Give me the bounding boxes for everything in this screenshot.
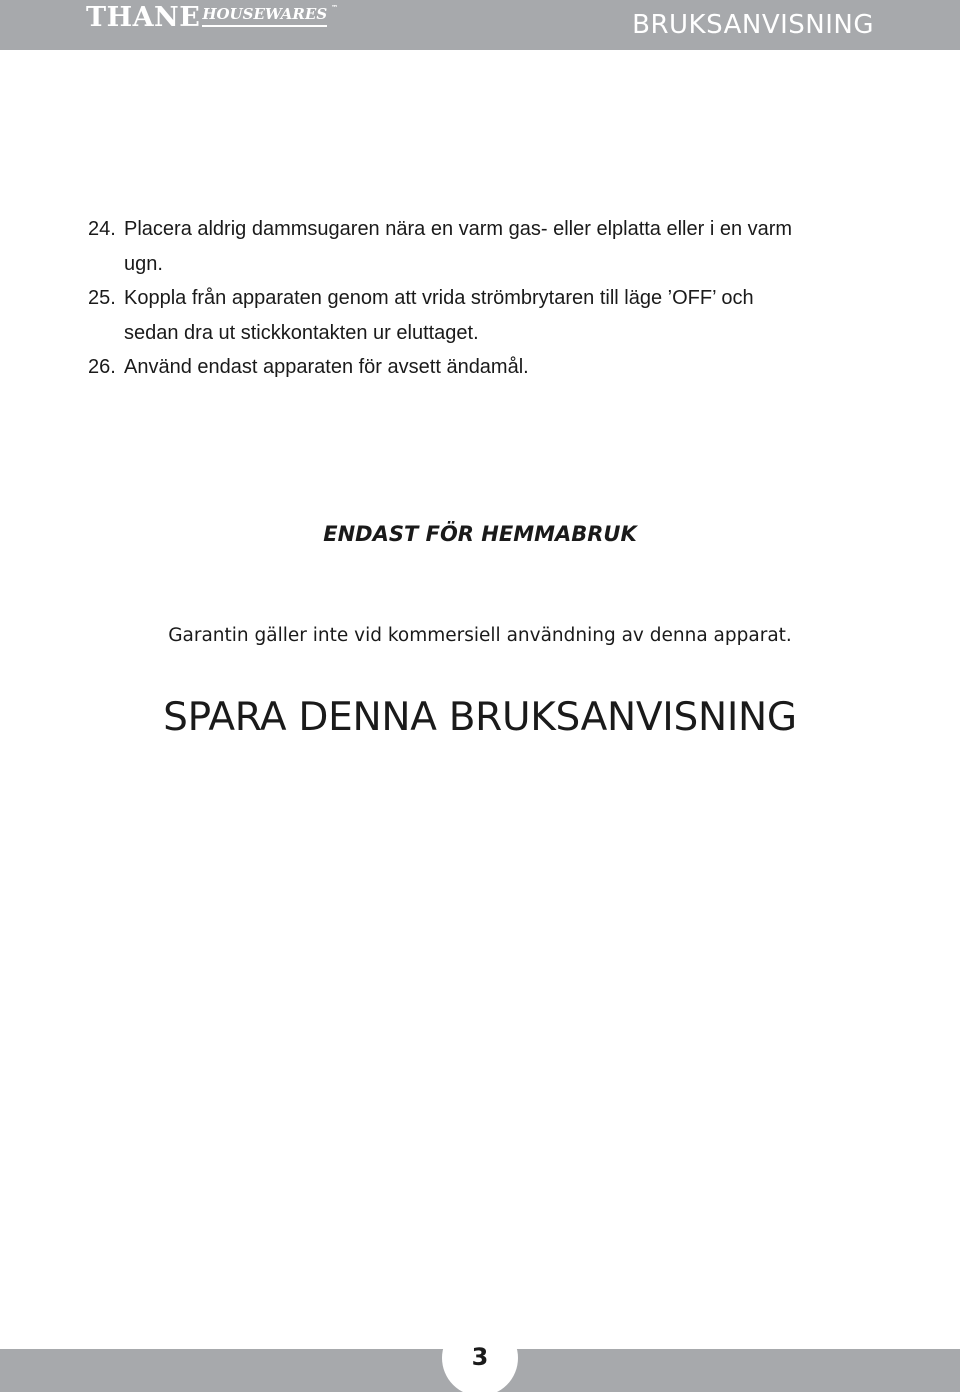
page-number: 3: [471, 1343, 489, 1371]
list-item-number: 26.: [88, 356, 116, 378]
list-item: [88, 350, 848, 385]
logo-trademark: ™: [331, 4, 339, 12]
save-manual-heading: SPARA DENNA BRUKSANVISNING: [163, 695, 797, 740]
home-use-only-heading: ENDAST FÖR HEMMABRUK: [323, 522, 637, 546]
safety-instructions-list: [88, 212, 848, 385]
logo-sub-wrap: [202, 4, 339, 27]
list-item-number: 25.: [88, 287, 116, 309]
logo-sub-text: HOUSEWARES: [202, 5, 327, 27]
list-item-line: ugn.: [124, 252, 163, 275]
thane-housewares-logo: [86, 2, 339, 43]
list-item-line: Placera aldrig dammsugaren nära en varm gas- eller elplatta eller i en varm: [124, 218, 793, 240]
list-item-number: 24.: [88, 218, 116, 240]
list-item-line: Använd endast apparaten för avsett ändamål.: [124, 356, 529, 378]
logo-main-text: THANE: [86, 2, 201, 33]
list-item-line: Koppla från apparaten genom att vrida strömbrytaren till läge ’OFF’ och: [124, 287, 754, 309]
page-header: [0, 0, 960, 50]
header-title: BRUKSANVISNING: [632, 10, 874, 40]
list-item: [88, 281, 848, 350]
list-item: [88, 212, 848, 281]
warranty-note: Garantin gäller inte vid kommersiell användning av denna apparat.: [168, 625, 792, 646]
list-item-line: sedan dra ut stickkontakten ur eluttaget.: [124, 321, 479, 344]
